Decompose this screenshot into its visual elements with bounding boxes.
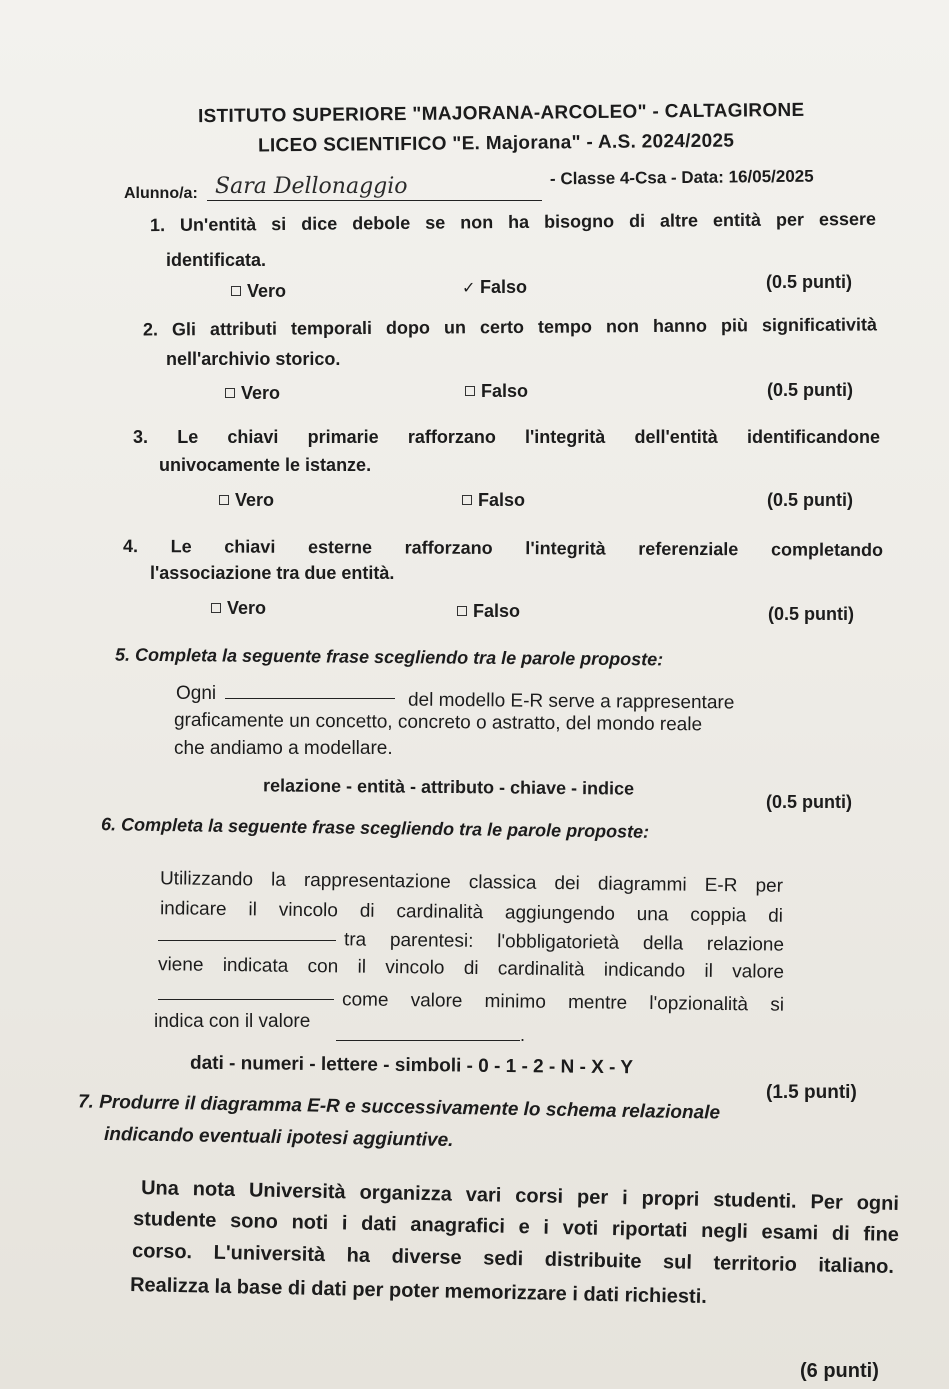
q5-line2: graficamente un concetto, concreto o astratto, del mondo reale [173, 709, 703, 736]
q1-option-false: ✓ Falso [462, 277, 528, 297]
q7-prompt-line2: indicando eventuali ipotesi aggiuntive. [103, 1123, 454, 1152]
q2-option-false: Falso [465, 381, 528, 402]
q5-line1-end: del modello E-R serve a rappresentare [407, 689, 735, 714]
checkbox-icon [219, 495, 229, 505]
q5-answer-blank[interactable] [225, 682, 395, 699]
check-mark-icon: ✓ [462, 280, 476, 297]
checkbox-icon [211, 603, 221, 613]
q5-line1: Ogni [176, 682, 399, 705]
q1-text-line1: 1. Un'entità si dice debole se non ha bisogno di altre entità per essere [149, 208, 877, 236]
q4-option-true: Vero [211, 598, 266, 619]
q3-option-false: Falso [462, 490, 525, 511]
q6-blank-1[interactable] [158, 924, 336, 946]
q5-prompt: 5. Completa la seguente frase scegliendo tra le parole proposte: [114, 644, 664, 670]
school-year: LICEO SCIENTIFICO "E. Majorana" - A.S. 2024/2025 [257, 130, 735, 157]
q6-line3: tra parentesi: l'obbligatorietà della relazione [343, 929, 785, 956]
q7-prompt-line1: 7. Produrre il diagramma E-R e successivamente lo schema relazionale [77, 1091, 721, 1124]
student-label: Alunno/a: [124, 185, 198, 202]
q7-body-line4: Realizza la base di dati per poter memorizzare i dati richiesti. [129, 1273, 708, 1309]
q2-option-true: Vero [225, 383, 280, 404]
q6-line2: indicare il vincolo di cardinalità aggiungendo una coppia di [159, 898, 784, 927]
q4-text-line1: 4. Le chiavi esterne rafforzano l'integrità referenziale completando [122, 536, 884, 560]
q1-option-true: Vero [231, 281, 286, 302]
q6-prompt: 6. Completa la seguente frase scegliendo tra le parole proposte: [100, 814, 650, 842]
q7-body-line1: Una nota Università organizza vari corsi per i propri studenti. Per ogni [140, 1177, 900, 1215]
q1-text-line2: identificata. [166, 250, 267, 270]
q1-points: (0.5 punti) [766, 272, 852, 292]
q6-line5: come valore minimo mentre l'opzionalità si [341, 989, 785, 1016]
q6-blank-3[interactable]: . [336, 1024, 525, 1046]
q7-body-line2: studente sono noti i dati anagrafici e i voti riportati negli esami di fine [132, 1207, 900, 1247]
q5-line3: che andiamo a modellare. [174, 738, 393, 759]
checkbox-icon [231, 286, 241, 296]
q3-points: (0.5 punti) [767, 490, 853, 510]
q4-text-line2: l'associazione tra due entità. [150, 563, 395, 583]
q2-text-line2: nell'archivio storico. [166, 349, 341, 369]
checkbox-icon [462, 495, 472, 505]
q4-option-false: Falso [457, 601, 520, 622]
q6-line6: indica con il valore [154, 1011, 311, 1032]
q2-text-line1: 2. Gli attributi temporali dopo un certo tempo non hanno più significatività [142, 314, 878, 340]
class-date: - Classe 4-Csa - Data: 16/05/2025 [549, 166, 814, 189]
q5-word-choices: relazione - entità - attributo - chiave - indice [262, 775, 635, 799]
q6-line1: Utilizzando la rappresentazione classica dei diagrammi E-R per [159, 868, 784, 897]
checkbox-icon [225, 388, 235, 398]
student-name-line [207, 174, 542, 201]
checkbox-icon [465, 386, 475, 396]
q6-blank-2[interactable] [158, 983, 334, 1005]
q6-word-choices: dati - numeri - lettere - simboli - 0 - 1 - 2 - N - X - Y [189, 1052, 634, 1079]
q3-text-line2: univocamente le istanze. [159, 455, 372, 475]
school-name: ISTITUTO SUPERIORE "MAJORANA-ARCOLEO" - CALTAGIRONE [197, 99, 805, 128]
checkbox-icon [457, 606, 467, 616]
q5-points: (0.5 punti) [766, 792, 852, 812]
q6-line4: viene indicata con il vincolo di cardinalità indicando il valore [157, 954, 785, 983]
q3-option-true: Vero [219, 490, 274, 511]
q7-body-line3: corso. L'università ha diverse sedi distribuite sul territorio italiano. [131, 1240, 895, 1278]
student-signature: Sara Dellonaggio [215, 174, 408, 199]
q7-points: (6 punti) [800, 1360, 879, 1382]
q4-points: (0.5 punti) [768, 604, 854, 624]
q3-text-line1: 3. Le chiavi primarie rafforzano l'integrità dell'entità identificandone [133, 427, 880, 447]
q2-points: (0.5 punti) [767, 380, 853, 400]
q6-points: (1.5 punti) [766, 1082, 857, 1103]
